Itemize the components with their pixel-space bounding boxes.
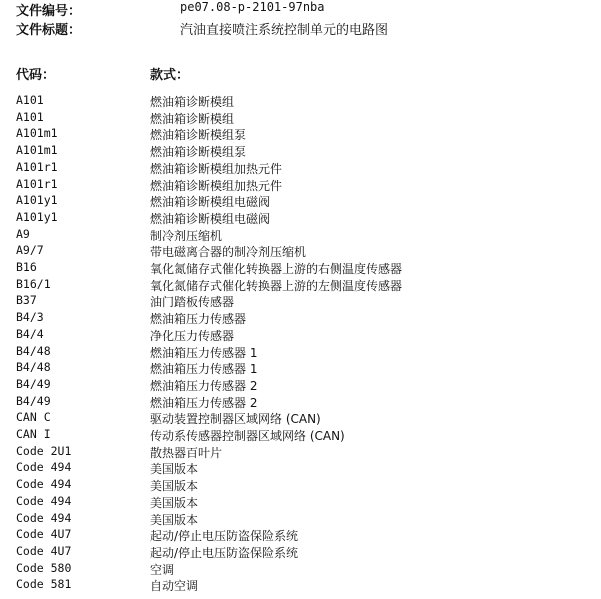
- item-code: B4/3: [16, 310, 44, 325]
- list-item: [0, 444, 601, 461]
- item-description: 燃油箱诊断模组泵: [150, 128, 247, 143]
- list-item: [0, 210, 601, 227]
- code-column-header: 代码：: [16, 68, 56, 83]
- item-code: B4/49: [16, 393, 51, 408]
- item-description: 美国版本: [150, 512, 199, 527]
- item-code: Code 4U7: [16, 527, 72, 542]
- item-code: Code 2U1: [16, 443, 72, 458]
- item-description: 传动系传感器控制器区域网络 (CAN): [150, 429, 345, 443]
- item-description: 燃油箱压力传感器: [150, 312, 247, 327]
- list-item: [0, 310, 601, 327]
- list-item: [0, 477, 601, 494]
- item-code: Code 494: [16, 493, 72, 508]
- item-description: 起动/停止电压防盗保险系统: [150, 545, 299, 560]
- list-item: [0, 243, 601, 260]
- list-item: [0, 177, 601, 194]
- item-description: 燃油箱诊断模组泵: [150, 145, 247, 160]
- list-item: [0, 93, 601, 110]
- item-code: A101m1: [16, 126, 58, 141]
- list-item: [0, 193, 601, 210]
- doc-title-label: 文件标题：: [16, 23, 82, 38]
- item-description: 美国版本: [150, 462, 199, 477]
- item-description: 驱动装置控制器区域网络 (CAN): [150, 412, 321, 427]
- list-item: [0, 293, 601, 310]
- item-code: B4/49: [16, 376, 51, 391]
- item-code: Code 494: [16, 460, 72, 475]
- list-item: [0, 494, 601, 511]
- item-code: Code 494: [16, 477, 72, 492]
- item-code: A9: [16, 226, 30, 241]
- item-code: CAN I: [16, 427, 51, 441]
- list-item: [0, 460, 601, 477]
- item-code: B37: [16, 293, 37, 308]
- item-code: Code 4U7: [16, 543, 72, 558]
- list-item: [0, 126, 601, 143]
- item-description: 空调: [150, 562, 175, 577]
- list-item: [0, 410, 601, 427]
- item-code: Code 581: [16, 577, 72, 592]
- list-item: [0, 327, 601, 344]
- item-description: 燃油箱诊断模组加热元件: [150, 161, 283, 176]
- item-code: A101y1: [16, 209, 58, 224]
- list-item: [0, 227, 601, 244]
- item-description: 氧化氮储存式催化转换器上游的左侧温度传感器: [150, 278, 403, 293]
- item-description: 燃油箱诊断模组: [150, 95, 235, 109]
- doc-number-label: 文件编号：: [16, 4, 82, 19]
- list-item: [0, 143, 601, 160]
- item-code: A101r1: [16, 159, 58, 174]
- item-description: 燃油箱诊断模组电磁阀: [150, 195, 271, 210]
- item-code: A101r1: [16, 176, 58, 191]
- list-item: [0, 344, 601, 361]
- item-code: B16/1: [16, 276, 51, 291]
- item-description: 油门踏板传感器: [150, 295, 235, 310]
- item-description: 燃油箱诊断模组电磁阀: [150, 211, 271, 226]
- item-code: B16: [16, 260, 37, 274]
- item-description: 燃油箱压力传感器 2: [150, 378, 258, 393]
- item-code: Code 580: [16, 560, 72, 575]
- item-description: 燃油箱诊断模组: [150, 111, 235, 126]
- list-item: [0, 527, 601, 544]
- list-item: [0, 160, 601, 177]
- item-description: 散热器百叶片: [150, 445, 223, 460]
- item-code: A101: [16, 109, 44, 124]
- item-code: B4/48: [16, 343, 51, 358]
- list-item: [0, 561, 601, 578]
- list-item: [0, 377, 601, 394]
- list-item: [0, 427, 601, 444]
- item-code: A9/7: [16, 243, 44, 258]
- list-item: [0, 260, 601, 277]
- item-code: A101: [16, 93, 44, 107]
- doc-number-value: pe07.08-p-2101-97nba: [180, 0, 325, 14]
- list-item: [0, 577, 601, 594]
- list-item: [0, 511, 601, 528]
- item-code: Code 494: [16, 510, 72, 525]
- item-description: 燃油箱压力传感器 1: [150, 345, 258, 360]
- item-description: 氧化氮储存式催化转换器上游的右侧温度传感器: [150, 262, 403, 276]
- item-description: 美国版本: [150, 479, 199, 494]
- item-code: B4/48: [16, 360, 51, 375]
- list-item: [0, 544, 601, 561]
- list-item: [0, 110, 601, 127]
- item-code: A101m1: [16, 143, 58, 158]
- list-item: [0, 394, 601, 411]
- item-description: 燃油箱诊断模组加热元件: [150, 178, 283, 193]
- list-item: [0, 360, 601, 377]
- item-description: 净化压力传感器: [150, 328, 235, 343]
- item-description: 燃油箱压力传感器 1: [150, 362, 258, 377]
- item-description: 燃油箱压力传感器 2: [150, 395, 258, 410]
- item-description: 带电磁离合器的制冷剂压缩机: [150, 245, 307, 260]
- item-description: 美国版本: [150, 495, 199, 510]
- item-code: B4/4: [16, 326, 44, 341]
- item-description: 起动/停止电压防盗保险系统: [150, 529, 299, 544]
- item-description: 自动空调: [150, 579, 199, 594]
- doc-title-value: 汽油直接喷注系统控制单元的电路图: [180, 23, 389, 38]
- item-code: A101y1: [16, 193, 58, 208]
- list-item: [0, 277, 601, 294]
- item-code: CAN C: [16, 410, 51, 425]
- style-column-header: 款式：: [150, 68, 190, 83]
- item-description: 制冷剂压缩机: [150, 228, 223, 243]
